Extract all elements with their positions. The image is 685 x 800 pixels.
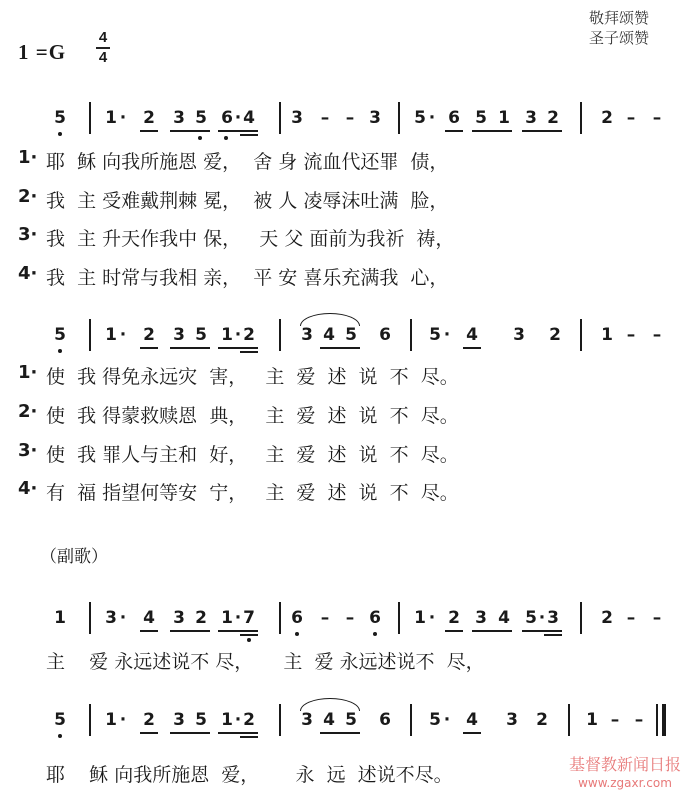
note: 3 bbox=[513, 325, 525, 345]
note: 5 bbox=[345, 325, 357, 345]
verse-number: 3· bbox=[18, 440, 38, 461]
lyric-text: 使 我 罪人与主和 好， 主 爱 述 说 不 尽。 bbox=[46, 444, 459, 466]
barline bbox=[580, 319, 582, 351]
note-dot: · bbox=[443, 710, 451, 730]
barline bbox=[89, 602, 91, 634]
barline bbox=[410, 319, 412, 351]
note: 5 bbox=[195, 710, 207, 730]
dash: – bbox=[345, 608, 355, 628]
underline bbox=[170, 347, 210, 349]
note: 6 bbox=[221, 108, 233, 128]
underline bbox=[170, 732, 210, 734]
low-octave-dot bbox=[198, 136, 202, 140]
underline bbox=[140, 130, 158, 132]
note: 6 bbox=[379, 325, 391, 345]
note: 5 bbox=[429, 710, 441, 730]
music-line-4 bbox=[0, 710, 685, 742]
underline bbox=[240, 351, 258, 353]
lyric-line bbox=[0, 440, 685, 466]
verse-number: 1· bbox=[18, 362, 38, 383]
music-line-3 bbox=[0, 608, 685, 640]
note: 1 bbox=[105, 108, 117, 128]
note: 1 bbox=[414, 608, 426, 628]
note: 1 bbox=[221, 710, 233, 730]
note: 5 bbox=[414, 108, 426, 128]
dash: – bbox=[320, 108, 330, 128]
underline bbox=[218, 130, 258, 132]
barline bbox=[580, 602, 582, 634]
verse-number: 3· bbox=[18, 224, 38, 245]
low-octave-dot bbox=[58, 349, 62, 353]
note: 3 bbox=[105, 608, 117, 628]
note: 3 bbox=[301, 325, 313, 345]
lyric-text: 有 福 指望何等安 宁， 主 爱 述 说 不 尽。 bbox=[46, 482, 459, 504]
underline bbox=[140, 630, 158, 632]
note: 2 bbox=[143, 710, 155, 730]
dash: – bbox=[652, 108, 662, 128]
underline bbox=[240, 736, 258, 738]
verse-number: 2· bbox=[18, 186, 38, 207]
watermark-text: 基督教新闻日报 bbox=[568, 755, 681, 774]
note: 6 bbox=[369, 608, 381, 628]
note: 2 bbox=[547, 108, 559, 128]
note: 3 bbox=[301, 710, 313, 730]
time-top: 4 bbox=[98, 29, 108, 46]
final-barline-thin bbox=[656, 704, 658, 736]
note-dot: · bbox=[234, 710, 242, 730]
note-dot: · bbox=[119, 325, 127, 345]
verse-number: 4· bbox=[18, 478, 38, 499]
note: 3 bbox=[475, 608, 487, 628]
note: 2 bbox=[601, 608, 613, 628]
lyric-line bbox=[0, 401, 685, 427]
barline bbox=[89, 102, 91, 134]
refrain-label: （副歌） bbox=[40, 547, 108, 567]
underline bbox=[218, 630, 258, 632]
low-octave-dot bbox=[295, 632, 299, 636]
underline bbox=[170, 630, 210, 632]
underline bbox=[170, 130, 210, 132]
note: 2 bbox=[601, 108, 613, 128]
low-octave-dot bbox=[58, 132, 62, 136]
note: 3 bbox=[506, 710, 518, 730]
note: 3 bbox=[173, 608, 185, 628]
underline bbox=[140, 347, 158, 349]
note: 5 bbox=[54, 325, 66, 345]
lyric-line bbox=[0, 647, 685, 673]
underline bbox=[140, 732, 158, 734]
dash: – bbox=[626, 108, 636, 128]
watermark bbox=[569, 755, 681, 793]
lyric-line bbox=[0, 263, 685, 289]
note-dot: · bbox=[428, 108, 436, 128]
dash: – bbox=[345, 108, 355, 128]
note: 4 bbox=[323, 710, 335, 730]
underline bbox=[445, 630, 463, 632]
note: 4 bbox=[498, 608, 510, 628]
lyric-text: 主 爱 永远述说不 尽， 主 爱 永远述说不 尽， bbox=[46, 651, 485, 673]
note: 2 bbox=[143, 108, 155, 128]
barline bbox=[279, 602, 281, 634]
lyric-line bbox=[0, 224, 685, 250]
note: 2 bbox=[195, 608, 207, 628]
note: 5 bbox=[54, 108, 66, 128]
note: 1 bbox=[105, 325, 117, 345]
note: 1 bbox=[54, 608, 66, 628]
lyric-line bbox=[0, 362, 685, 388]
note: 1 bbox=[105, 710, 117, 730]
verse-number: 4· bbox=[18, 263, 38, 284]
note-dot: · bbox=[119, 108, 127, 128]
underline bbox=[463, 347, 481, 349]
note: 5 bbox=[525, 608, 537, 628]
key-signature: 1 =G bbox=[18, 40, 67, 64]
note: 5 bbox=[195, 325, 207, 345]
note: 2 bbox=[536, 710, 548, 730]
dash: – bbox=[652, 608, 662, 628]
note: 5 bbox=[429, 325, 441, 345]
underline bbox=[544, 634, 562, 636]
note: 6 bbox=[379, 710, 391, 730]
note-dot: · bbox=[428, 608, 436, 628]
note: 3 bbox=[369, 108, 381, 128]
underline bbox=[472, 630, 512, 632]
note: 5 bbox=[345, 710, 357, 730]
time-bottom: 4 bbox=[98, 48, 108, 66]
time-signature bbox=[96, 30, 110, 66]
note: 3 bbox=[291, 108, 303, 128]
category-line-1: 敬拜颂赞 bbox=[588, 9, 649, 27]
lyric-text: 使 我 得免永远灾 害， 主 爱 述 说 不 尽。 bbox=[46, 366, 459, 388]
lyric-text: 我 主 时常与我相 亲， 平 安 喜乐充满我 心， bbox=[46, 267, 449, 289]
underline bbox=[522, 630, 562, 632]
note: 5 bbox=[54, 710, 66, 730]
dash: – bbox=[626, 325, 636, 345]
dash: – bbox=[626, 608, 636, 628]
note: 3 bbox=[525, 108, 537, 128]
note: 4 bbox=[466, 710, 478, 730]
note: 6 bbox=[291, 608, 303, 628]
underline bbox=[218, 732, 258, 734]
note: 6 bbox=[448, 108, 460, 128]
note: 7 bbox=[243, 608, 255, 628]
music-line-1 bbox=[0, 108, 685, 140]
note-dot: · bbox=[119, 608, 127, 628]
low-octave-dot bbox=[247, 638, 251, 642]
underline bbox=[218, 347, 258, 349]
underline bbox=[522, 130, 562, 132]
note: 1 bbox=[498, 108, 510, 128]
lyric-text: 使 我 得蒙救赎恩 典， 主 爱 述 说 不 尽。 bbox=[46, 405, 459, 427]
hymn-category bbox=[589, 8, 649, 48]
lyric-line bbox=[0, 186, 685, 212]
note-dot: · bbox=[234, 325, 242, 345]
note: 1 bbox=[586, 710, 598, 730]
lyric-text: 耶 稣 向我所施恩 爱， 永 远 述说不尽。 bbox=[46, 764, 453, 786]
underline bbox=[472, 130, 512, 132]
note: 5 bbox=[475, 108, 487, 128]
barline bbox=[89, 319, 91, 351]
barline bbox=[580, 102, 582, 134]
barline bbox=[398, 102, 400, 134]
note-dot: · bbox=[119, 710, 127, 730]
note: 3 bbox=[173, 710, 185, 730]
underline bbox=[445, 130, 463, 132]
dash: – bbox=[634, 710, 644, 730]
note: 1 bbox=[601, 325, 613, 345]
note-dot: · bbox=[234, 108, 242, 128]
lyric-line bbox=[0, 147, 685, 173]
barline bbox=[568, 704, 570, 736]
note: 2 bbox=[243, 710, 255, 730]
underline bbox=[320, 732, 360, 734]
note: 4 bbox=[323, 325, 335, 345]
note: 3 bbox=[173, 325, 185, 345]
category-line-2: 圣子颂赞 bbox=[588, 29, 649, 47]
watermark-url: www.zgaxr.com bbox=[578, 776, 672, 790]
note: 4 bbox=[466, 325, 478, 345]
lyric-text: 我 主 升天作我中 保， 天 父 面前为我祈 祷， bbox=[46, 228, 455, 250]
note: 5 bbox=[195, 108, 207, 128]
lyric-text: 耶 稣 向我所施恩 爱， 舍 身 流血代还罪 债， bbox=[46, 151, 449, 173]
low-octave-dot bbox=[224, 136, 228, 140]
note: 1 bbox=[221, 325, 233, 345]
music-line-2 bbox=[0, 325, 685, 357]
note: 2 bbox=[143, 325, 155, 345]
note: 1 bbox=[221, 608, 233, 628]
note-dot: · bbox=[443, 325, 451, 345]
underline bbox=[240, 634, 258, 636]
note: 4 bbox=[143, 608, 155, 628]
verse-number: 2· bbox=[18, 401, 38, 422]
barline bbox=[398, 602, 400, 634]
barline bbox=[279, 102, 281, 134]
barline bbox=[410, 704, 412, 736]
underline bbox=[463, 732, 481, 734]
lyric-text: 我 主 受难戴荆棘 冕， 被 人 凌辱沫吐满 脸， bbox=[46, 190, 449, 212]
barline bbox=[89, 704, 91, 736]
note: 3 bbox=[547, 608, 559, 628]
note: 3 bbox=[173, 108, 185, 128]
underline bbox=[320, 347, 360, 349]
low-octave-dot bbox=[58, 734, 62, 738]
barline bbox=[279, 704, 281, 736]
final-barline-thick bbox=[662, 704, 666, 736]
lyric-line bbox=[0, 478, 685, 504]
note-dot: · bbox=[234, 608, 242, 628]
barline bbox=[279, 319, 281, 351]
dash: – bbox=[652, 325, 662, 345]
low-octave-dot bbox=[373, 632, 377, 636]
note: 4 bbox=[243, 108, 255, 128]
verse-number: 1· bbox=[18, 147, 38, 168]
dash: – bbox=[320, 608, 330, 628]
note-dot: · bbox=[538, 608, 546, 628]
note: 2 bbox=[243, 325, 255, 345]
dash: – bbox=[610, 710, 620, 730]
note: 2 bbox=[448, 608, 460, 628]
underline bbox=[240, 134, 258, 136]
note: 2 bbox=[549, 325, 561, 345]
